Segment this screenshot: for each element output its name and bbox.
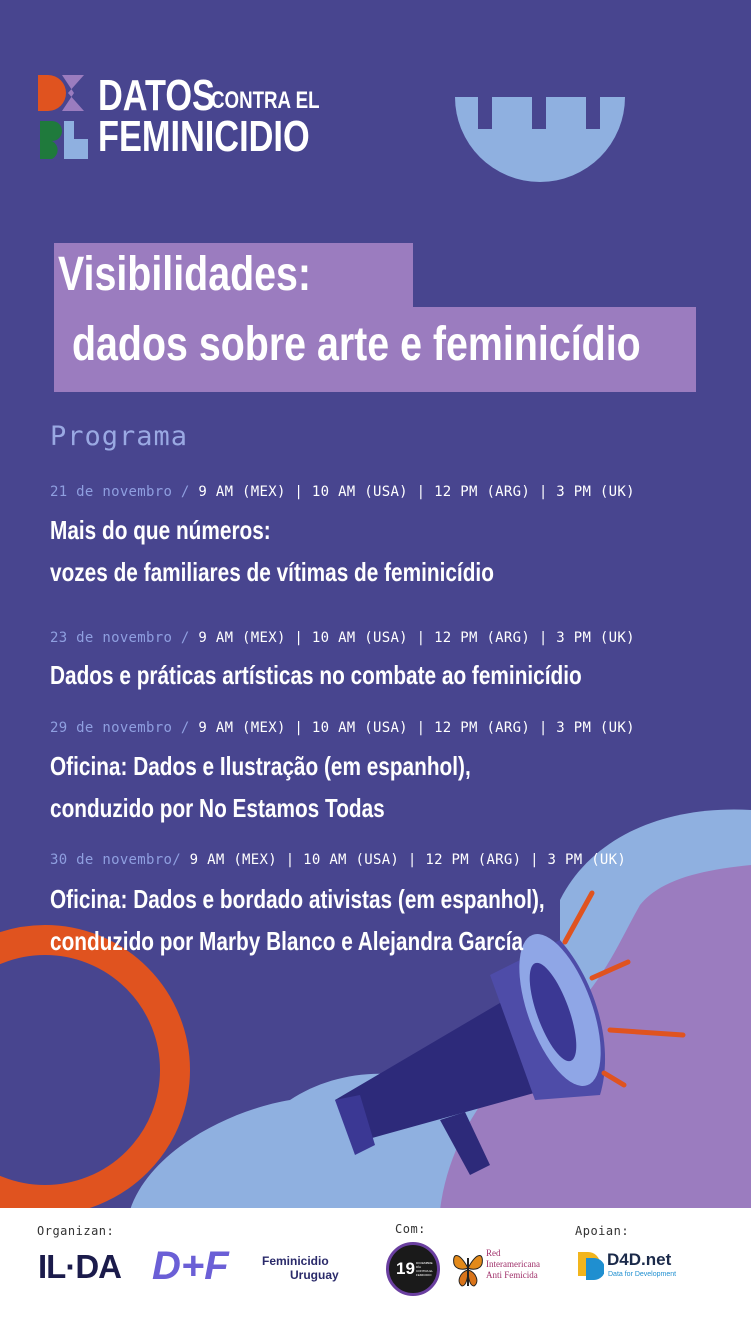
event-4-times: 9 AM (MEX) | 10 AM (USA) | 12 PM (ARG) | 3 PM (UK): [189, 852, 627, 868]
event-4-title-line-1: Oficina: Dados e bordado ativistas (em espanhol),: [50, 884, 545, 914]
event-1-schedule: [50, 484, 635, 500]
event-3-schedule: [50, 720, 635, 736]
red-line-3: Anti Femicida: [486, 1270, 538, 1280]
feminicidio-uruguay-line-2: Uruguay: [290, 1268, 339, 1282]
event-4-title-line-2: conduzido por Marby Blanco e Alejandra García: [50, 926, 524, 956]
sponsor-bar: [0, 1208, 751, 1335]
event-3-times: 9 AM (MEX) | 10 AM (USA) | 12 PM (ARG) | 3 PM (UK): [198, 720, 635, 736]
event-1-title-line-1: Mais do que números:: [50, 515, 271, 545]
event-3-title-line-1: Oficina: Dados e Ilustração (em espanhol),: [50, 751, 471, 781]
orange-ring-shape: [0, 940, 175, 1200]
brand-datos: DATOS: [98, 71, 215, 120]
event-1-title-line-2: vozes de familiares de vítimas de feminicídio: [50, 557, 494, 587]
program-heading: Programa: [50, 421, 189, 452]
red-line-1: Red: [486, 1248, 501, 1258]
badge-number: 19: [396, 1259, 415, 1278]
com-label: Com:: [395, 1222, 426, 1236]
apoian-label: Apoian:: [575, 1224, 630, 1238]
butterfly-icon: [452, 1248, 484, 1290]
dia-contra-femicidio-badge: [386, 1242, 440, 1296]
badge-text-2: DÍA: [416, 1265, 422, 1269]
notch-3: [586, 97, 600, 129]
event-1-date: 21 de novembro /: [50, 484, 190, 500]
d4d-logo-icon: [578, 1252, 604, 1280]
event-3-title-line-2: conduzido por No Estamos Todas: [50, 793, 385, 823]
event-2-date: 23 de novembro /: [50, 630, 190, 646]
notch-2: [532, 97, 546, 129]
badge-text-3: CONTRA EL: [416, 1269, 434, 1273]
title-line-1: Visibilidades:: [58, 248, 312, 301]
feminicidio-uruguay-line-1: Feminicidio: [262, 1254, 329, 1268]
event-2-schedule: [50, 630, 635, 646]
ilda-logo: IL·DA: [38, 1248, 121, 1285]
title-line-2: dados sobre arte e feminicídio: [72, 318, 641, 371]
event-4-date: 30 de novembro/: [50, 852, 181, 868]
event-1-times: 9 AM (MEX) | 10 AM (USA) | 12 PM (ARG) | 3 PM (UK): [198, 484, 635, 500]
red-line-2: Interamericana: [486, 1259, 540, 1269]
organizan-label: Organizan:: [37, 1224, 115, 1238]
event-2-times: 9 AM (MEX) | 10 AM (USA) | 12 PM (ARG) | 3 PM (UK): [198, 630, 635, 646]
event-3-date: 29 de novembro /: [50, 720, 190, 736]
d4d-subtitle: Data for Development: [608, 1271, 677, 1278]
event-2-title-line-1: Dados e práticas artísticas no combate ao feminicídio: [50, 660, 582, 690]
datos-mas-feminismo-logo: D+F: [152, 1244, 229, 1288]
brand-contra-el: CONTRA EL: [211, 87, 320, 114]
badge-text-4: FEMICIDIO: [416, 1273, 432, 1277]
notch-1: [478, 97, 492, 129]
badge-text-1: DICIEMBRE: [416, 1261, 433, 1265]
brand-mark-icon: [38, 75, 90, 159]
brand-feminicidio: FEMINICIDIO: [98, 112, 310, 161]
d4d-name: D4D.net: [607, 1250, 672, 1269]
event-4-schedule: [50, 852, 626, 868]
